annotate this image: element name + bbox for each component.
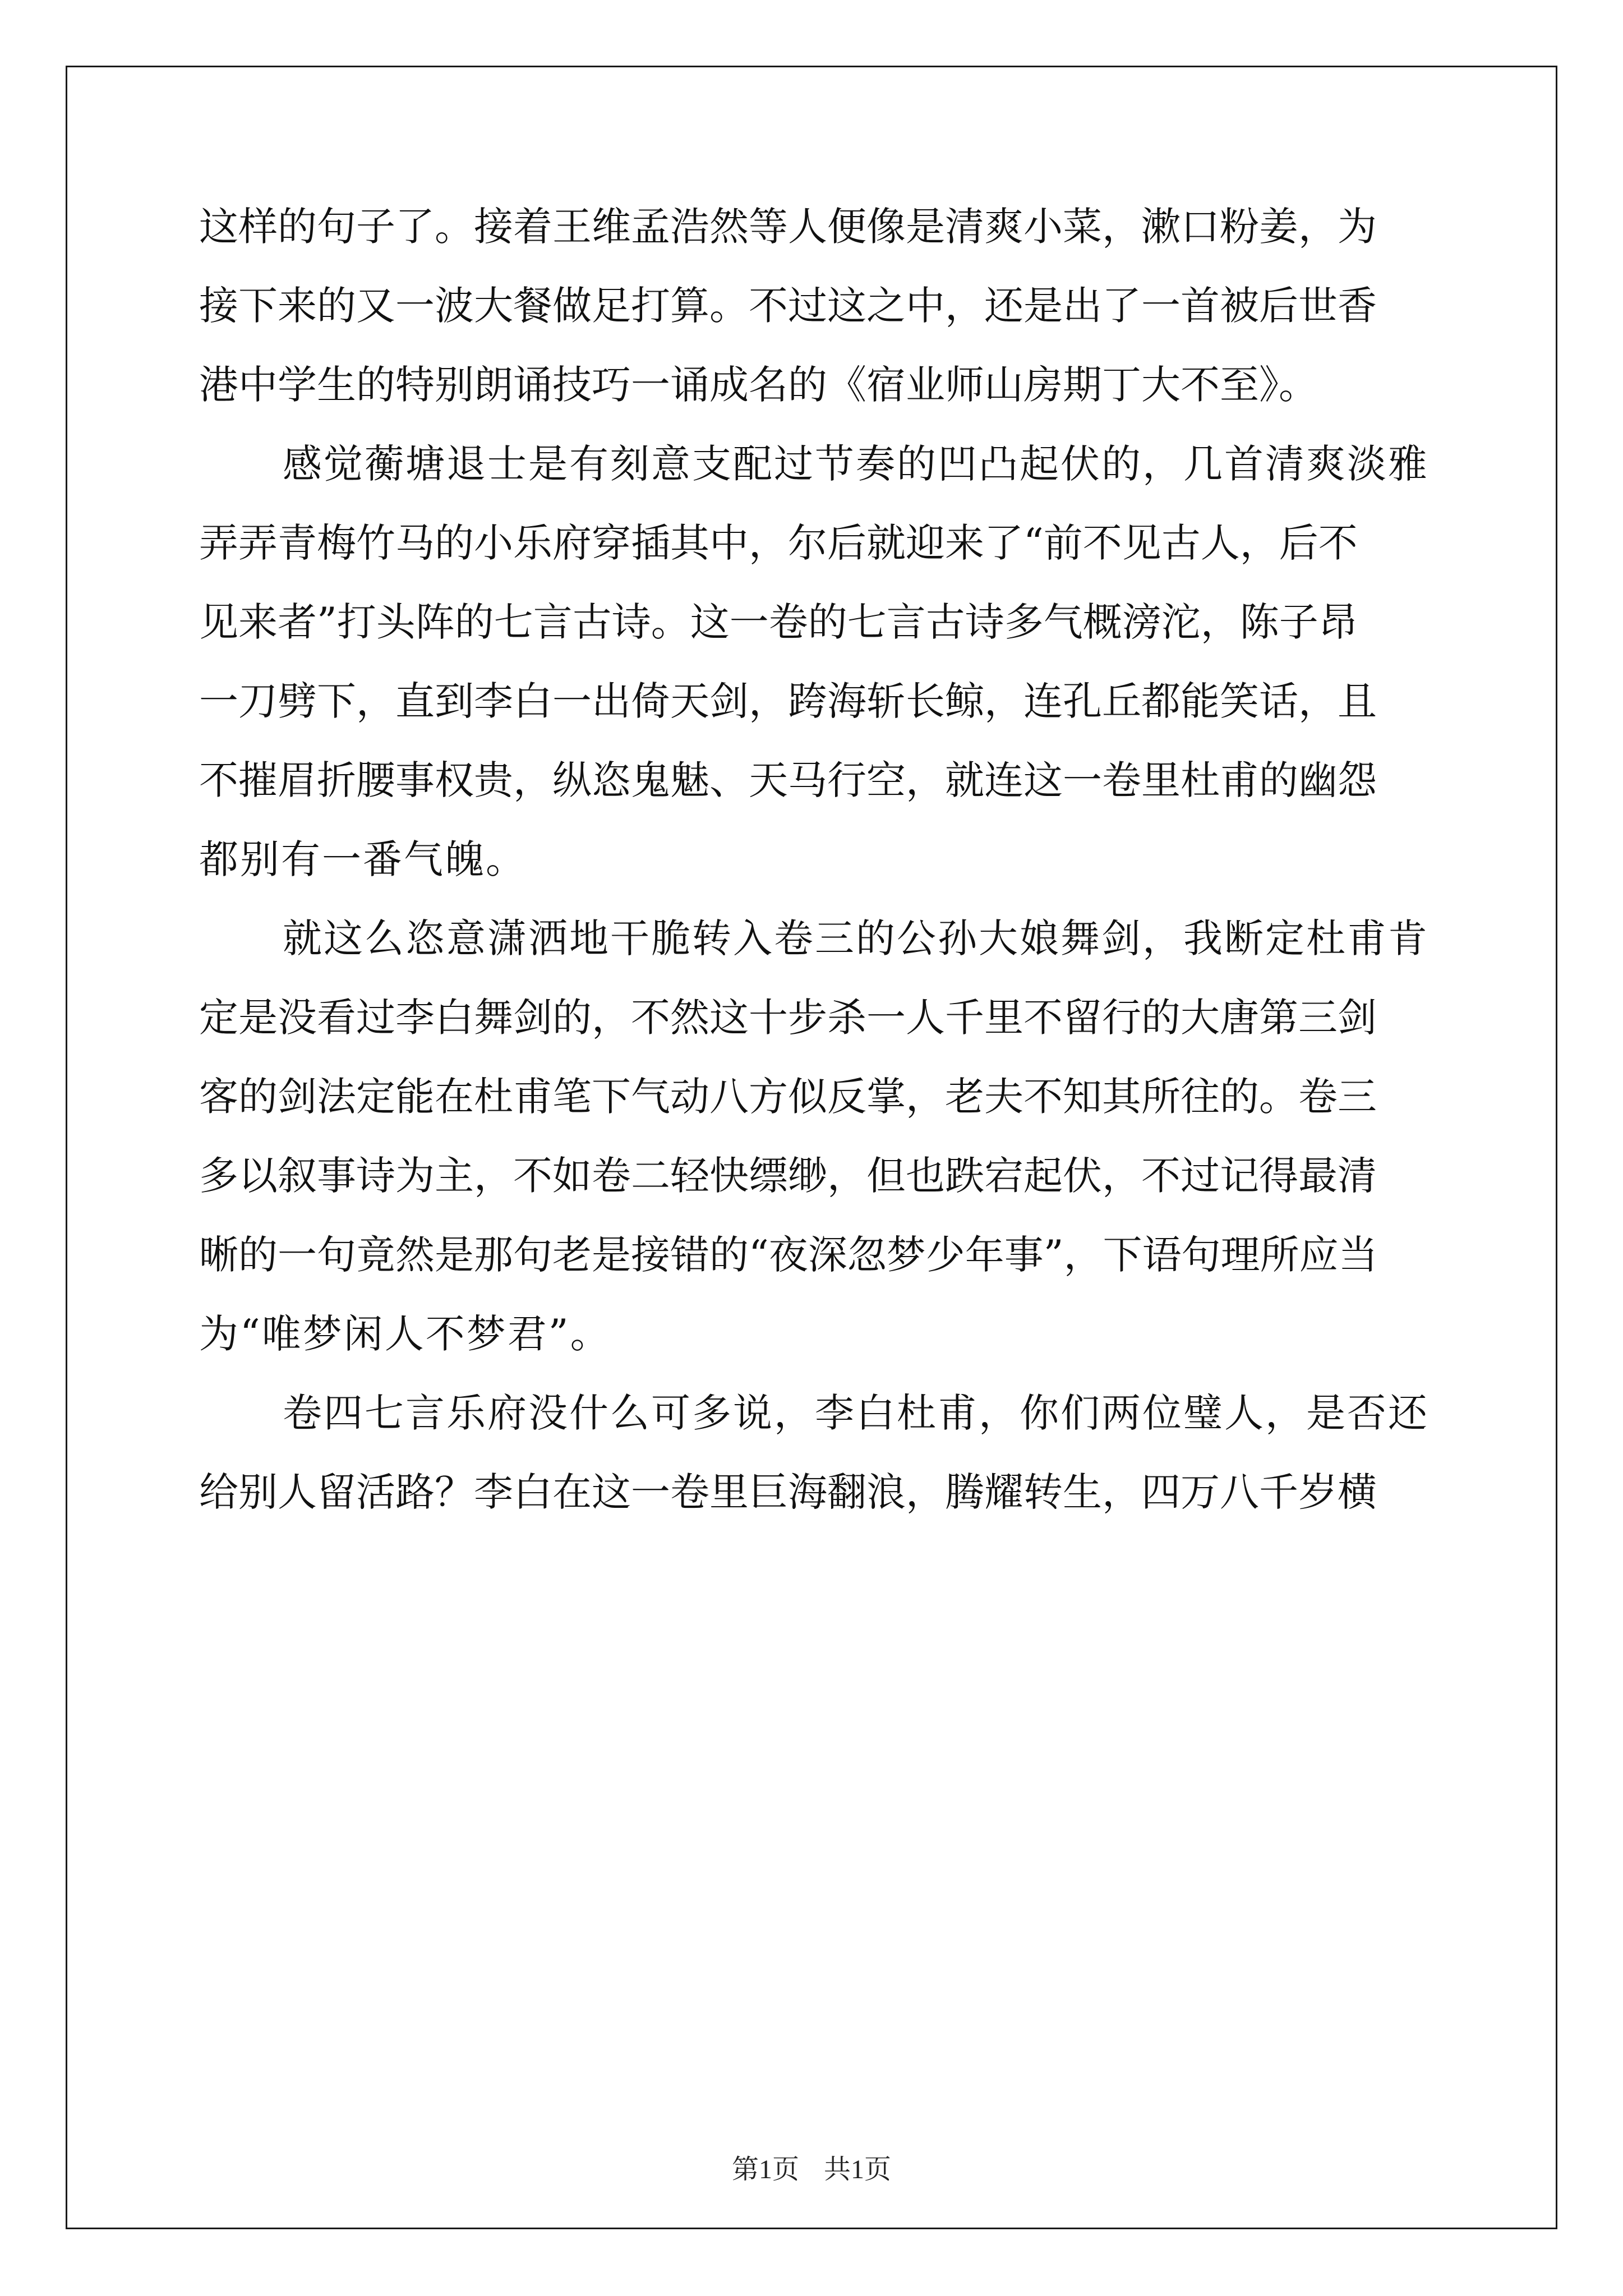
text-line: 客的剑法定能在杜甫笔下气动八方似反掌，老夫不知其所往的。卷三 (199, 1074, 1377, 1120)
text-line: 为“唯梦闲人不梦君”。 (199, 1311, 611, 1357)
text-line: 给别人留活路？李白在这一卷里巨海翻浪，腾耀转生，四万八千岁横 (199, 1469, 1377, 1515)
text-line: 这样的句子了。接着王维孟浩然等人便像是清爽小菜，漱口粉姜，为 (199, 204, 1377, 250)
text-line: 多以叙事诗为主，不如卷二轻快缥缈，但也跌宕起伏，不过记得最清 (199, 1153, 1377, 1199)
text-line: 晰的一句竟然是那句老是接错的“夜深忽梦少年事”，下语句理所应当 (199, 1232, 1378, 1278)
page-footer (67, 2153, 1556, 2187)
text-line: 不摧眉折腰事权贵，纵恣鬼魅、天马行空，就连这一卷里杜甫的幽怨 (199, 757, 1377, 803)
text-line: 接下来的又一波大餐做足打算。不过这之中，还是出了一首被后世香 (199, 283, 1377, 329)
page-number-total: 共1页 (824, 2155, 892, 2184)
page-number-current: 第1页 (731, 2155, 799, 2184)
text-line: 港中学生的特别朗诵技巧一诵成名的《宿业师山房期丁大不至》。 (199, 362, 1318, 408)
text-line: 弄弄青梅竹马的小乐府穿插其中，尔后就迎来了“前不见古人，后不 (199, 520, 1358, 566)
page-frame (66, 66, 1557, 2229)
paragraph-start-line: 就这么恣意潇洒地干脆转入卷三的公孙大娘舞剑，我断定杜甫肯 (283, 915, 1429, 961)
text-line: 定是没看过李白舞剑的，不然这十步杀一人千里不留行的大唐第三剑 (199, 995, 1377, 1041)
text-line: 见来者”打头阵的七言古诗。这一卷的七言古诗多气概滂沱，陈子昂 (199, 599, 1358, 645)
text-line: 一刀劈下，直到李白一出倚天剑，跨海斩长鲸，连孔丘都能笑话，且 (199, 678, 1377, 724)
paragraph-start-line: 卷四七言乐府没什么可多说，李白杜甫，你们两位璧人，是否还 (283, 1390, 1429, 1436)
text-line: 都别有一番气魄。 (199, 836, 527, 882)
paragraph-start-line: 感觉蘅塘退士是有刻意支配过节奏的凹凸起伏的，几首清爽淡雅 (283, 441, 1429, 487)
